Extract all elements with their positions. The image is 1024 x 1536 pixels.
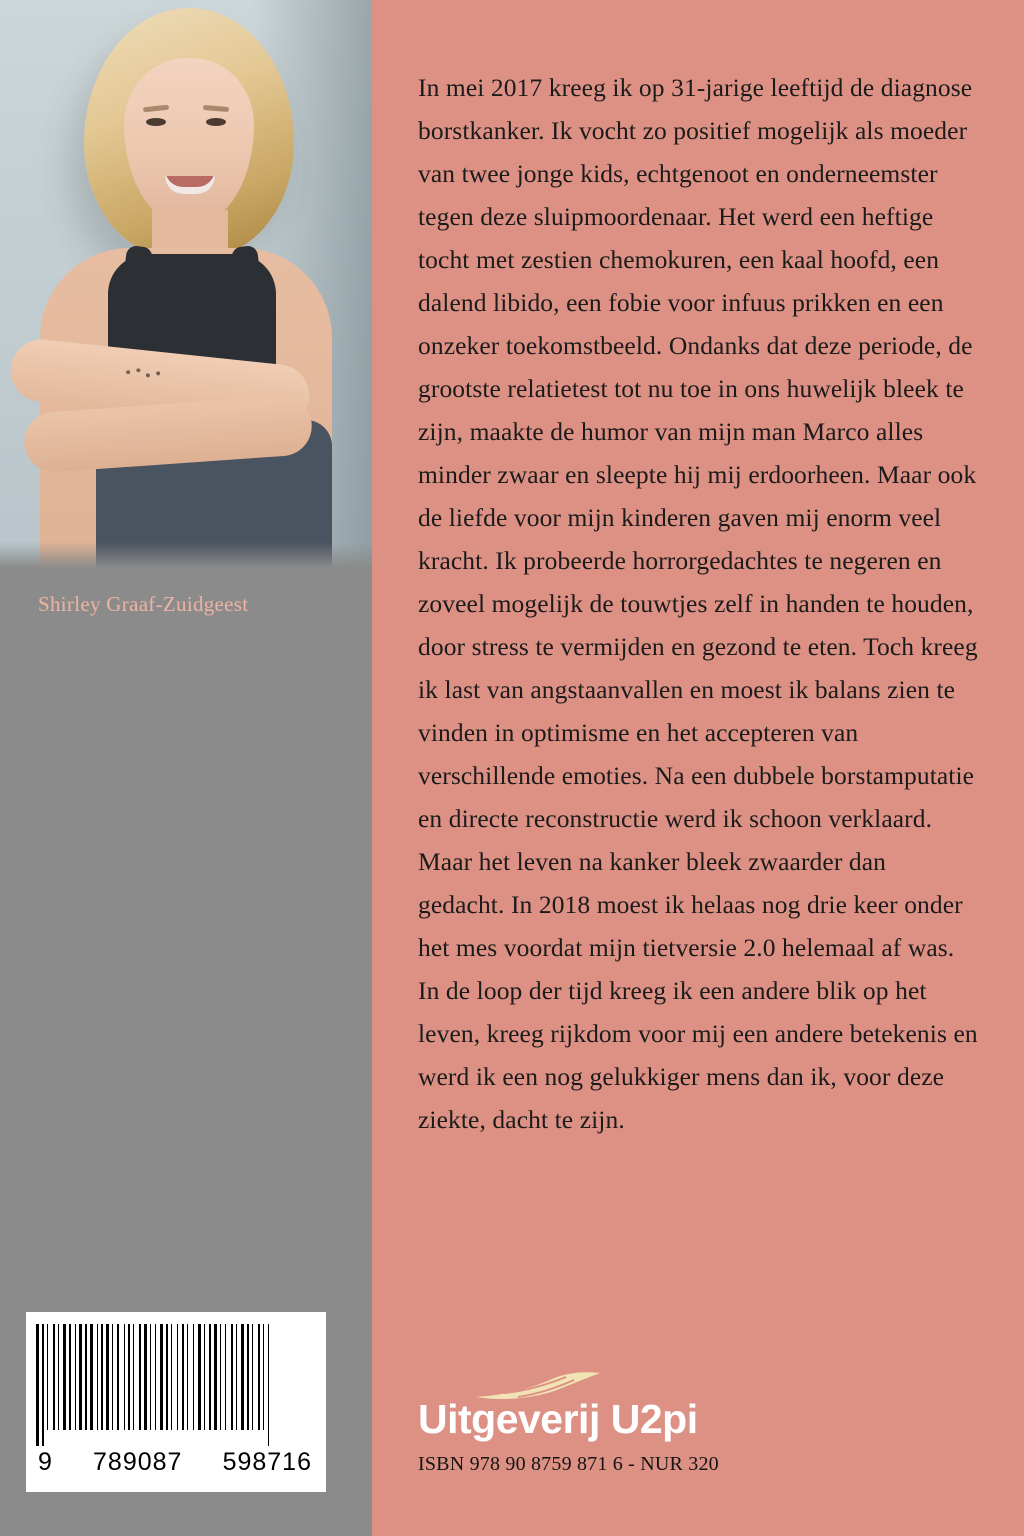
publisher-logo: [418, 1371, 978, 1445]
photo-eye-right: [206, 118, 226, 126]
photo-bottom-fade: [0, 542, 372, 568]
left-panel: [0, 0, 372, 1536]
barcode: [26, 1312, 326, 1492]
author-portrait-photo: [0, 0, 372, 568]
back-cover-panel: [372, 0, 1024, 1536]
publisher-name: Uitgeverij U2pi: [418, 1396, 698, 1442]
barcode-digit-left: 9: [38, 1448, 53, 1476]
barcode-digit-mid: 789087: [93, 1448, 183, 1476]
photo-eye-left: [146, 118, 166, 126]
back-cover-blurb: In mei 2017 kreeg ik op 31-jarige leeftijd de diagnose borstkanker. Ik vocht zo positief mogelijk als moeder van twee jonge kids, echtgenoot en onderneemster tegen deze sluipmoordenaar. Het werd een heftige tocht met zestien chemokuren, een kaal hoofd, een dalend libido, een fobie voor infuus prikken en een onzeker toekomstbeeld. Ondanks dat deze periode, de grootste relatietest tot nu toe in ons huwelijk bleek te zijn, maakte de humor van mijn man Marco alles minder zwaar en sleepte hij mij erdoorheen. Maar ook de liefde voor mijn kinderen gaven mij enorm veel kracht. Ik probeerde horrorgedachtes te negeren en zoveel mogelijk de touwtjes zelf in handen te houden, door stress te vermijden en gezond te eten. Toch kreeg ik last van angstaanvallen en moest ik balans zien te vinden in optimisme en het accepteren van verschillende emoties. Na een dubbele borstamputatie en directe reconstructie werd ik schoon verklaard. Maar het leven na kanker bleek zwaarder dan gedacht. In 2018 moest ik helaas nog drie keer onder het mes voordat mijn tietversie 2.0 helemaal af was. In de loop der tijd kreeg ik een andere blik op het leven, kreeg rijkdom voor mij een andere betekenis en werd ik een nog gelukkiger mens dan ik, voor deze ziekte, dacht te zijn.: [418, 73, 978, 1134]
barcode-bars: [36, 1324, 316, 1446]
isbn-line: ISBN 978 90 8759 871 6 - NUR 320: [418, 1453, 719, 1475]
author-name: Shirley Graaf-Zuidgeest: [38, 592, 249, 616]
barcode-digits: [36, 1446, 316, 1477]
publisher-block: [418, 1371, 978, 1476]
barcode-digit-right: 598716: [222, 1448, 312, 1476]
